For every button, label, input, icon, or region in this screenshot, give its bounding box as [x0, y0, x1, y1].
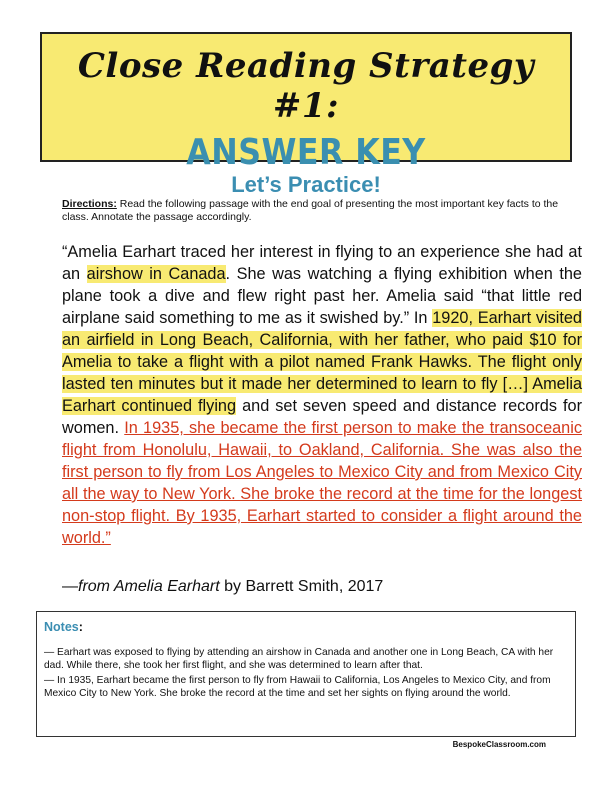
highlighted-text: airshow in Canada — [86, 265, 226, 283]
section-heading: Let’s Practice! — [231, 172, 381, 197]
passage-text: “Amelia Earhart traced her interest in flying to an experience she had at an — [62, 243, 582, 283]
passage-text: . She was watching a flying exhibition when the plane took a dive and flew right past her. Amelia said “that little red airplane said something to me as it swished by.” In — [62, 265, 582, 327]
notes-title: Notes — [44, 620, 79, 634]
citation-author: by Barrett Smith, 2017 — [219, 578, 384, 595]
citation — [62, 578, 383, 596]
footer-website: BespokeClassroom.com — [452, 740, 546, 749]
notes-colon: : — [78, 620, 83, 634]
notes-box — [36, 611, 576, 737]
highlighted-text: 1920, Earhart visited an airfield in Long Beach, California, with her father, who paid $10 for Amelia to take a flight with a pilot named Frank Hawks. The flight only lasted ten minutes but it made her determined to learn to fly […] Amelia Earhart continued flying — [62, 309, 582, 415]
note-item: — Earhart was exposed to flying by attending an airshow in Canada and another one in Long Beach, CA with her dad. While there, she took her first flight, and she was determined to learn after that. — [44, 647, 554, 671]
answer-key-subtitle: ANSWER KEY — [186, 132, 426, 173]
directions — [62, 198, 582, 224]
notes-heading — [44, 620, 567, 634]
citation-title: from Amelia Earhart — [78, 578, 220, 595]
reading-passage — [62, 241, 582, 549]
citation-dash: — — [62, 578, 78, 595]
passage-text: and set seven speed and distance records for women. — [62, 397, 582, 437]
directions-label: Directions: — [62, 198, 117, 210]
page-title: Close Reading Strategy #1: — [77, 46, 535, 126]
note-item: — In 1935, Earhart became the first person to fly from Hawaii to California, Los Angeles to Mexico City, and from Mexico City to New York. She broke the record at the time and set her sights on flying around the world. — [44, 675, 551, 699]
title-banner — [40, 32, 572, 173]
underlined-annotation: In 1935, she became the first person to make the transoceanic flight from Honolulu, Hawaii, to Oakland, California. She was also the first person to fly from Los Angeles to Mexico City and from Mexico City all the way to New York. She broke the record at the time for the longest non-stop flight. By 1935, Earhart started to consider a flight around the world.” — [62, 419, 582, 547]
directions-text: Read the following passage with the end goal of presenting the most important key facts to the class. Annotate the passage accordingly. — [62, 198, 559, 223]
